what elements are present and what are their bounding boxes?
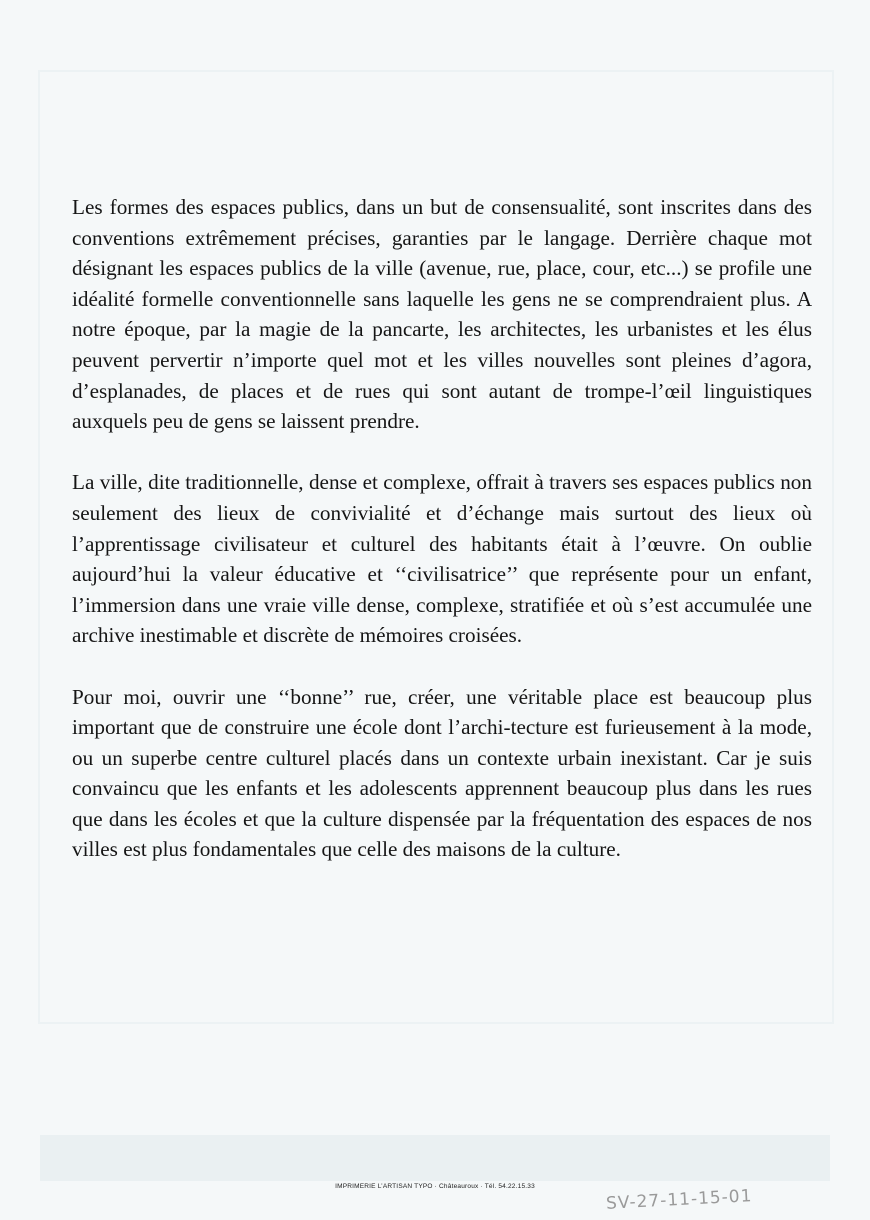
- printer-imprint: IMPRIMERIE L’ARTISAN TYPO · Châteauroux · Tél. 54.22.15.33: [335, 1183, 535, 1190]
- body-text: [72, 192, 812, 896]
- paragraph-3: Pour moi, ouvrir une ‘‘bonne’’ rue, créer, une véritable place est beaucoup plus important que de construire une école dont l’archi-tecture est furieusement à la mode, ou un superbe centre culturel placés dans un contexte urbain inexistant. Car je suis convaincu que les enfants et les adolescents apprennent beaucoup plus dans les rues que dans les écoles et que la culture dispensée par la fréquentation des espaces de nos villes est plus fondamentales que celle des maisons de la culture.: [72, 684, 812, 862]
- paragraph-2: La ville, dite traditionnelle, dense et complexe, offrait à travers ses espaces publics non seulement des lieux de convivialité et d’échange mais surtout des lieux où l’apprentissage civilisateur et culturel des habitants était à l’œuvre. On oublie aujourd’hui la valeur éducative et ‘‘civilisatrice’’ que représente pour un enfant, l’immersion dans une vraie ville dense, complexe, stratifiée et où s’est accumulée une archive inestimable et discrète de mémoires croisées.: [72, 470, 812, 648]
- handwritten-archive-reference: SV-27-11-15-01: [605, 1186, 753, 1214]
- verso-show-through-band: [40, 1135, 830, 1181]
- paragraph-1: Les formes des espaces publics, dans un but de consensualité, sont inscrites dans des conventions extrêmement précises, garanties par le langage. Derrière chaque mot désignant les espaces publics de la ville (avenue, rue, place, cour, etc...) se profile une idéalité formelle conventionnelle sans laquelle les gens ne se comprendraient plus. A notre époque, par la magie de la pancarte, les architectes, les urbanistes et les élus peuvent pervertir n’importe quel mot et les villes nouvelles sont pleines d’agora, d’esplanades, de places et de rues qui sont autant de trompe-l’œil linguistiques auxquels peu de gens se laissent prendre.: [72, 195, 812, 434]
